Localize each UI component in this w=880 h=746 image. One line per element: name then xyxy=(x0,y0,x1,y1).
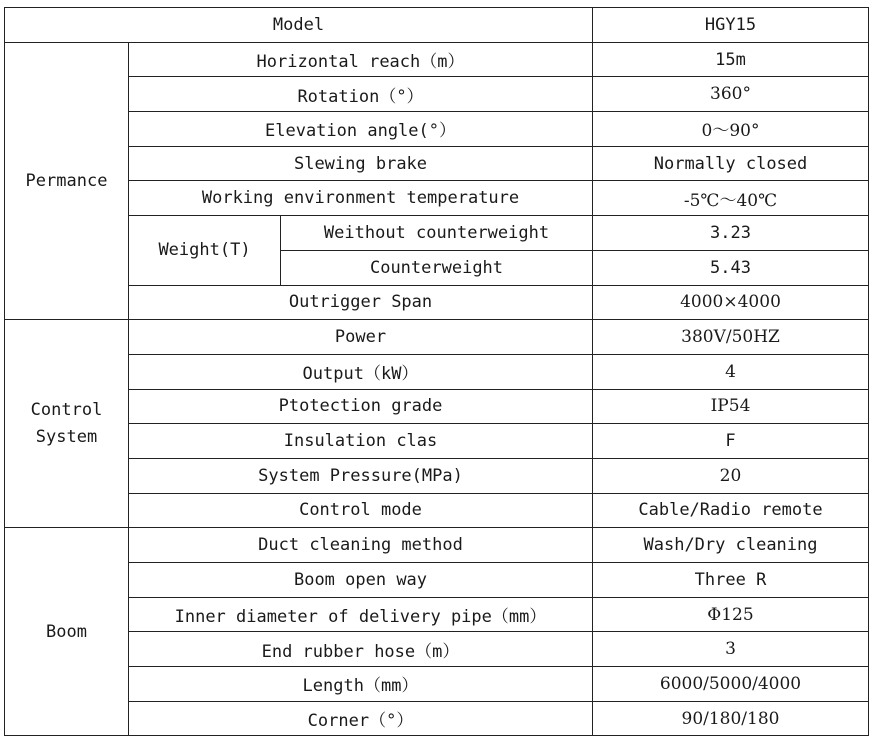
weight-group-label: Weight(T) xyxy=(129,216,281,285)
table-row xyxy=(5,528,869,563)
table-row xyxy=(5,701,869,736)
row-value: Three R xyxy=(593,563,869,598)
row-value: 20 xyxy=(593,458,869,493)
row-label: Length（mm） xyxy=(129,667,593,702)
table-row xyxy=(5,216,869,251)
table-row xyxy=(5,285,869,320)
model-label: Model xyxy=(5,8,593,43)
table-row xyxy=(5,563,869,598)
model-value: HGY15 xyxy=(593,8,869,43)
row-value: 0～90° xyxy=(593,112,869,147)
group-label-line: System xyxy=(35,426,98,447)
row-value: 4000×4000 xyxy=(593,285,869,320)
row-value: 5.43 xyxy=(593,250,869,285)
row-label: Corner（°） xyxy=(129,701,593,736)
table-row xyxy=(5,389,869,424)
row-value: Wash/Dry cleaning xyxy=(593,528,869,563)
row-label: Duct cleaning method xyxy=(129,528,593,563)
table-row xyxy=(5,77,869,112)
row-value: -5℃～40℃ xyxy=(593,181,869,216)
row-label: Inner diameter of delivery pipe（mm） xyxy=(129,597,593,632)
row-label: Power xyxy=(129,320,593,355)
row-label: Insulation clas xyxy=(129,424,593,459)
row-label: Working environment temperature xyxy=(129,181,593,216)
table-row-model xyxy=(5,8,869,43)
row-value: 360° xyxy=(593,77,869,112)
table-row xyxy=(5,181,869,216)
row-value: 15m xyxy=(593,42,869,77)
row-value: 90/180/180 xyxy=(593,701,869,736)
group-label-performance: Permance xyxy=(5,42,129,320)
table-row xyxy=(5,424,869,459)
row-label: Control mode xyxy=(129,493,593,528)
row-value: Cable/Radio remote xyxy=(593,493,869,528)
row-label: End rubber hose（m） xyxy=(129,632,593,667)
group-label-boom: Boom xyxy=(5,528,129,736)
row-label: Horizontal reach（m） xyxy=(129,42,593,77)
table-row xyxy=(5,320,869,355)
table-row xyxy=(5,597,869,632)
table-row xyxy=(5,146,869,181)
row-value: 3 xyxy=(593,632,869,667)
row-label: Elevation angle(°） xyxy=(129,112,593,147)
row-value: F xyxy=(593,424,869,459)
row-value: 6000/5000/4000 xyxy=(593,667,869,702)
row-value: 4 xyxy=(593,354,869,389)
row-label: Weithout counterweight xyxy=(281,216,593,251)
row-value: Φ125 xyxy=(593,597,869,632)
group-label-line: Control xyxy=(30,399,103,420)
row-label: Slewing brake xyxy=(129,146,593,181)
row-value: 380V/50HZ xyxy=(593,320,869,355)
spec-table xyxy=(4,7,869,736)
row-value: 3.23 xyxy=(593,216,869,251)
row-label: Counterweight xyxy=(281,250,593,285)
table-row xyxy=(5,42,869,77)
table-row xyxy=(5,493,869,528)
group-label-control-system xyxy=(5,320,129,528)
table-row xyxy=(5,458,869,493)
row-value: IP54 xyxy=(593,389,869,424)
row-label: Boom open way xyxy=(129,563,593,598)
row-label: System Pressure(MPa) xyxy=(129,458,593,493)
table-row xyxy=(5,667,869,702)
row-value: Normally closed xyxy=(593,146,869,181)
row-label: Output（kW） xyxy=(129,354,593,389)
table-row xyxy=(5,632,869,667)
table-row xyxy=(5,354,869,389)
table-row xyxy=(5,112,869,147)
row-label: Rotation（°） xyxy=(129,77,593,112)
row-label: Ptotection grade xyxy=(129,389,593,424)
row-label: Outrigger Span xyxy=(129,285,593,320)
